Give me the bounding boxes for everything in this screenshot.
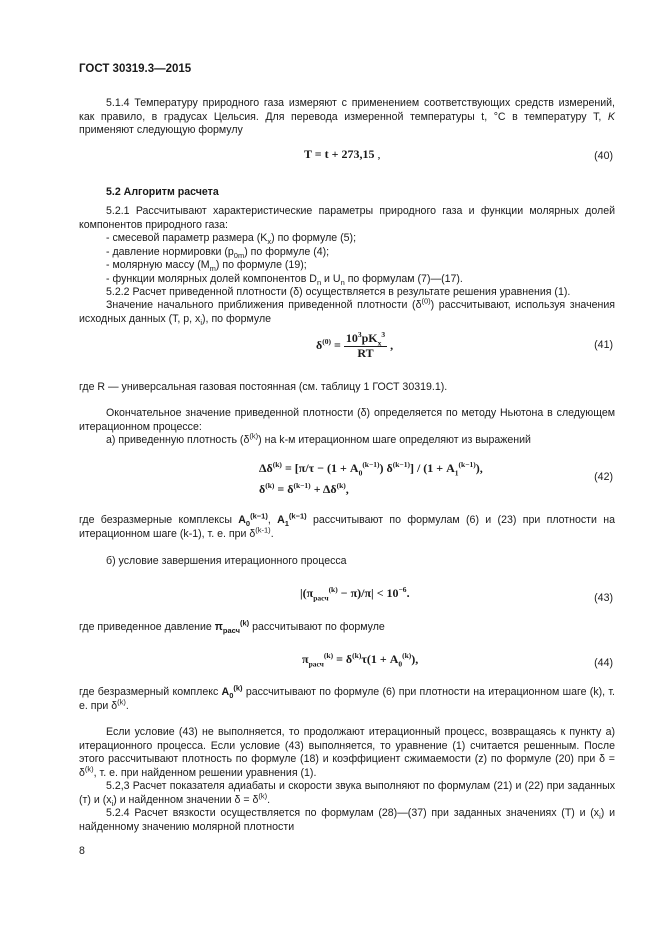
- formula-40: T = t + 273,15 ,: [304, 147, 381, 161]
- formula-44: $\pi_{расч}^{(k)} = \delta^{(k)}\tau(1 + A_0^{(k)})$,: [302, 651, 419, 669]
- paragraph-newton-method: Окончательное значение приведенной плотности (δ) определяется по методу Ньютона в следующем итерационном процессе:: [79, 407, 615, 433]
- paragraph-where-R: где R — универсальная газовая постоянная (см. таблицу 1 ГОСТ 30319.1).: [79, 381, 448, 393]
- section-heading-5-2: 5.2 Алгоритм расчета: [106, 186, 219, 198]
- paragraph-where-pi: где приведенное давление $\pi_{расч}^{(k)}$ рассчитывают по формуле: [79, 618, 385, 636]
- equation-number-42: (42): [594, 471, 613, 483]
- paragraph-where-A0: где безразмерный комплекс $A_0^{(k)}$ рассчитывают по формуле (6) при плотности на итерационном шаге (k), т. е. при $\delta^{(k)}$.: [79, 683, 615, 712]
- paragraph-5-2-1: 5.2.1 Рассчитывают характеристические параметры природного газа и функции молярных долей компонентов природного газа:: [79, 205, 615, 231]
- list-item: - давление нормировки $(p_{0m})$ по формуле (4);: [106, 245, 330, 260]
- formula-42-line-2: $\delta^{(k)} = \delta^{(k-1)} + \Delta\delta^{(k)}$,: [259, 481, 349, 496]
- formula-43: $|(\pi_{расч}^{(k)} - \pi)/\pi| < 10^{-6}$.: [300, 585, 410, 603]
- equation-number-44: (44): [594, 657, 613, 669]
- paragraph-5-2-2: 5.2.2 Расчет приведенной плотности (δ) осуществляется в результате решения уравнения (1).: [106, 286, 571, 298]
- paragraph-5-1-4: 5.1.4 Температуру природного газа измеряют с применением соответствующих средств измерений, как правило, в градусах Цельсия. Для перевода измеренной температуры t, °C в температуру T, K применяют следующую формулу: [79, 97, 615, 137]
- paragraph-5-2-4: 5.2.4 Расчет вязкости осуществляется по формулам (28)—(37) при заданных значениях (T) и $(x_i)$ и найденному значению молярной плотности: [79, 807, 615, 833]
- paragraph-where-A: где безразмерные комплексы $A_0^{(k-1)}$, $A_1^{(k-1)}$ рассчитывают по формулам (6) и (23) при плотности на итерационном шаге (k-1), т. е. при $\delta^{(k-1)}$.: [79, 511, 616, 540]
- paragraph-initial-approximation: Значение начального приближения приведенной плотности $(\delta^{(0)})$ рассчитывают, используя значения исходных данных (T, p, $x_i$), по формуле: [79, 296, 615, 327]
- page-number: 8: [79, 845, 85, 857]
- list-item: - функции молярных долей компонентов $D_n$ и $U_n$ по формулам (7)—(17).: [106, 272, 463, 287]
- document-header: ГОСТ 30319.3—2015: [79, 63, 192, 75]
- equation-number-43: (43): [594, 592, 613, 604]
- parameter-list: [106, 232, 611, 286]
- equation-number-40: (40): [594, 150, 613, 162]
- list-item: - молярную массу $(M_m)$ по формуле (19);: [106, 259, 307, 274]
- list-item: - смесевой параметр размера $(K_x)$ по формуле (5);: [106, 232, 357, 247]
- paragraph-step-a: а) приведенную плотность $(\delta^{(k)})$ на k-м итерационном шаге определяют из выражений: [106, 431, 531, 446]
- equation-number-41: (41): [594, 339, 613, 351]
- formula-42-line-1: $\Delta\delta^{(k)} = [\pi/\tau - (1 + A_0^{(k-1)})$ $\delta^{(k-1)}] / (1 + A_1^{(k-1)})$,: [259, 460, 483, 478]
- paragraph-5-2-3: 5.2,3 Расчет показателя адиабаты и скорости звука выполняют по формулам (21) и (22) при заданных (т) и $(x_i)$ и найденном значении $\delta = \delta^{(k)}$.: [79, 780, 615, 808]
- formula-41: $\delta^{(0)}$ = $\frac{10^3pK_x^3}{RT}$ ,: [316, 330, 394, 360]
- paragraph-step-b: б) условие завершения итерационного процесса: [106, 555, 347, 567]
- paragraph-condition-check: Если условие (43) не выполняется, то продолжают итерационный процесс, возвращаясь к пункту а) итерационного процесса. Если условие (43) выполняется, то уравнение (1) считается решенным. После этого рассчитывают плотность по формуле (18) и коэффициент сжимаемости (z) по формуле (20) при $\delta = \delta^{(k)}$, т. е. при найденном решении уравнения (1).: [79, 726, 615, 779]
